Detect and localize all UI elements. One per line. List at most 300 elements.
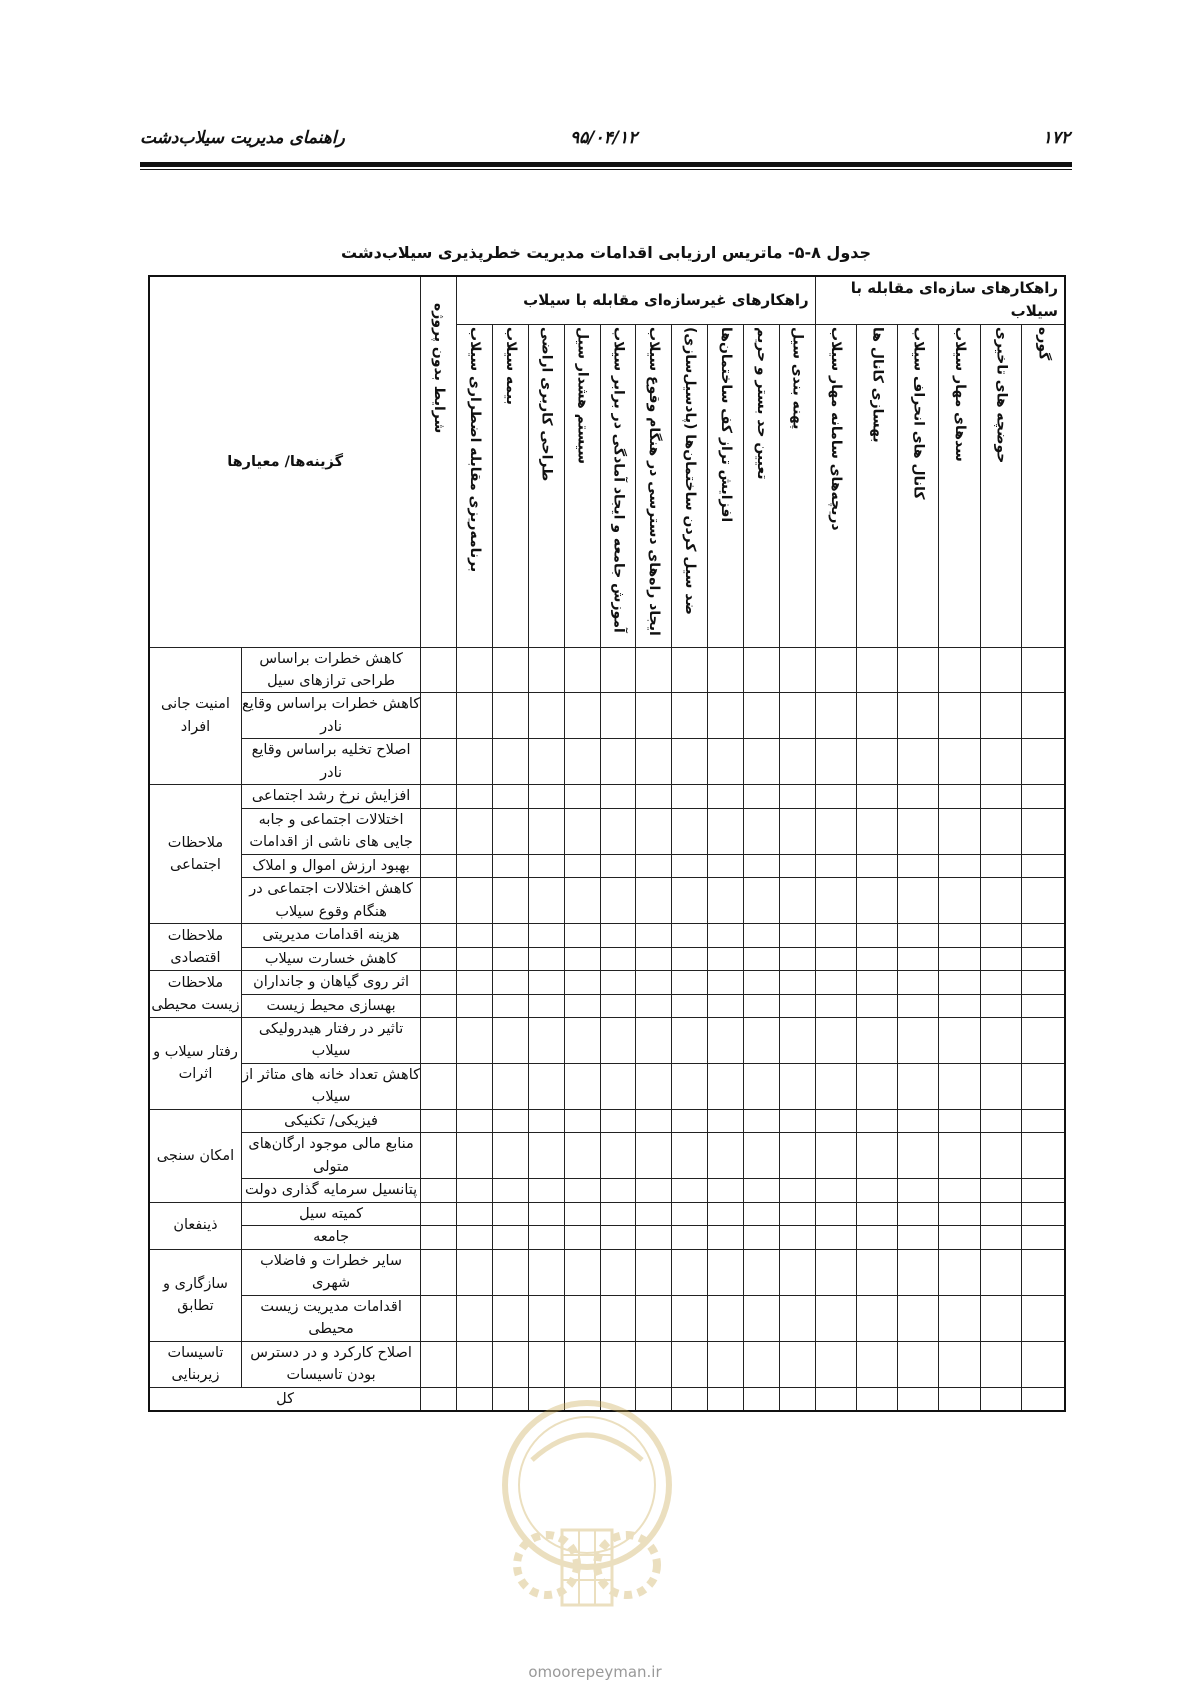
sub-criterion: کاهش خطرات براساس وقایع نادر <box>241 693 420 739</box>
score-cell <box>636 971 672 994</box>
sub-criterion: افزایش نرخ رشد اجتماعی <box>241 785 420 808</box>
non-structural-column-label: ضد سیل کردن ساختمان‌ها (پادسیل‌سازی) <box>682 326 699 615</box>
score-cell <box>421 924 457 947</box>
score-cell <box>856 947 897 970</box>
non-structural-column-label: پهنه بندی سیل <box>789 326 806 430</box>
score-cell <box>980 1249 1021 1295</box>
score-cell <box>636 1018 672 1064</box>
score-cell <box>1022 1063 1065 1109</box>
score-cell <box>939 1109 980 1132</box>
score-cell <box>779 1133 815 1179</box>
score-cell <box>672 854 708 877</box>
publisher-logo-watermark <box>472 1390 702 1640</box>
score-cell <box>421 947 457 970</box>
score-cell <box>457 971 493 994</box>
structural-column-header <box>980 324 1021 647</box>
criteria-row <box>149 785 1065 808</box>
non-structural-column-label: تعیین حد بستر و حریم <box>753 326 770 480</box>
score-cell <box>457 1179 493 1202</box>
total-cell <box>708 1387 744 1411</box>
score-cell <box>898 1179 939 1202</box>
total-cell <box>815 1387 856 1411</box>
score-cell <box>528 1226 564 1249</box>
score-cell <box>898 1133 939 1179</box>
score-cell <box>980 1226 1021 1249</box>
sub-criterion: فیزیکی/ تکنیکی <box>241 1109 420 1132</box>
score-cell <box>815 808 856 854</box>
structural-column-header <box>898 324 939 647</box>
score-cell <box>528 994 564 1017</box>
structural-column-label: دریچه‌های سامانه مهار سیلاب <box>828 326 845 531</box>
score-cell <box>636 1133 672 1179</box>
score-cell <box>779 971 815 994</box>
score-cell <box>743 739 779 785</box>
score-cell <box>1022 808 1065 854</box>
score-cell <box>743 1018 779 1064</box>
score-cell <box>779 1109 815 1132</box>
group-header-row <box>149 276 1065 324</box>
score-cell <box>708 1133 744 1179</box>
score-cell <box>708 1179 744 1202</box>
score-cell <box>856 1202 897 1225</box>
page-header <box>140 128 1070 160</box>
score-cell <box>815 1018 856 1064</box>
score-cell <box>743 1133 779 1179</box>
score-cell <box>939 785 980 808</box>
score-cell <box>457 1249 493 1295</box>
structural-column-label: گوره <box>1035 326 1052 361</box>
score-cell <box>493 947 529 970</box>
header-rule-thick <box>140 162 1072 167</box>
score-cell <box>939 808 980 854</box>
score-cell <box>421 994 457 1017</box>
score-cell <box>779 1295 815 1341</box>
score-cell <box>493 739 529 785</box>
score-cell <box>421 1133 457 1179</box>
score-cell <box>672 1179 708 1202</box>
score-cell <box>457 647 493 693</box>
score-cell <box>743 1063 779 1109</box>
non-structural-column-header <box>457 324 493 647</box>
score-cell <box>421 1063 457 1109</box>
sub-criterion: اقدامات مدیریت زیست محیطی <box>241 1295 420 1341</box>
score-cell <box>564 994 600 1017</box>
score-cell <box>636 1063 672 1109</box>
score-cell <box>493 1063 529 1109</box>
score-cell <box>708 1018 744 1064</box>
score-cell <box>672 1341 708 1387</box>
score-cell <box>708 1202 744 1225</box>
criterion-category: ملاحظات اجتماعی <box>149 785 241 924</box>
score-cell <box>779 785 815 808</box>
score-cell <box>743 1249 779 1295</box>
score-cell <box>528 693 564 739</box>
score-cell <box>743 1341 779 1387</box>
score-cell <box>457 947 493 970</box>
score-cell <box>457 693 493 739</box>
score-cell <box>856 739 897 785</box>
score-cell <box>898 808 939 854</box>
score-cell <box>898 1018 939 1064</box>
score-cell <box>708 1249 744 1295</box>
score-cell <box>636 854 672 877</box>
score-cell <box>779 1341 815 1387</box>
score-cell <box>1022 1109 1065 1132</box>
score-cell <box>672 1295 708 1341</box>
score-cell <box>564 1018 600 1064</box>
score-cell <box>636 994 672 1017</box>
sub-criterion: اختلالات اجتماعی و جابه جایی های ناشی از اقدامات <box>241 808 420 854</box>
score-cell <box>708 1295 744 1341</box>
score-cell <box>528 647 564 693</box>
score-cell <box>815 1202 856 1225</box>
score-cell <box>672 739 708 785</box>
score-cell <box>856 1295 897 1341</box>
score-cell <box>421 1179 457 1202</box>
score-cell <box>528 785 564 808</box>
score-cell <box>939 1133 980 1179</box>
score-cell <box>743 947 779 970</box>
structural-column-label: حوضچه های تاخیری <box>993 326 1010 464</box>
score-cell <box>564 1226 600 1249</box>
score-cell <box>493 1179 529 1202</box>
score-cell <box>1022 1018 1065 1064</box>
criteria-row <box>149 994 1065 1017</box>
score-cell <box>939 1179 980 1202</box>
score-cell <box>564 1179 600 1202</box>
sub-criterion: اثر روی گیاهان و جانداران <box>241 971 420 994</box>
score-cell <box>493 1018 529 1064</box>
score-cell <box>980 785 1021 808</box>
score-cell <box>779 994 815 1017</box>
score-cell <box>743 994 779 1017</box>
criteria-row <box>149 1133 1065 1179</box>
criteria-row <box>149 1249 1065 1295</box>
score-cell <box>421 1109 457 1132</box>
score-cell <box>564 693 600 739</box>
criteria-row <box>149 1295 1065 1341</box>
non-structural-column-label: سیستم هشدار سیل <box>574 326 591 464</box>
score-cell <box>815 785 856 808</box>
score-cell <box>980 1295 1021 1341</box>
score-cell <box>636 1202 672 1225</box>
score-cell <box>856 971 897 994</box>
score-cell <box>980 924 1021 947</box>
score-cell <box>600 1295 636 1341</box>
score-cell <box>939 924 980 947</box>
criteria-row <box>149 947 1065 970</box>
score-cell <box>457 739 493 785</box>
score-cell <box>708 808 744 854</box>
score-cell <box>493 1202 529 1225</box>
score-cell <box>898 1063 939 1109</box>
criterion-category: ملاحظات زیست محیطی <box>149 971 241 1018</box>
score-cell <box>528 739 564 785</box>
score-cell <box>779 739 815 785</box>
criteria-row <box>149 739 1065 785</box>
sub-criterion: سایر خطرات و فاضلاب شهری <box>241 1249 420 1295</box>
total-cell <box>743 1387 779 1411</box>
score-cell <box>708 1109 744 1132</box>
criteria-row <box>149 971 1065 994</box>
score-cell <box>493 971 529 994</box>
score-cell <box>600 1018 636 1064</box>
score-cell <box>457 1202 493 1225</box>
header-rule-thin <box>140 169 1072 170</box>
score-cell <box>528 971 564 994</box>
score-cell <box>980 1341 1021 1387</box>
score-cell <box>980 947 1021 970</box>
criterion-category: ذینفعان <box>149 1202 241 1249</box>
score-cell <box>421 693 457 739</box>
non-structural-column-header <box>528 324 564 647</box>
score-cell <box>743 924 779 947</box>
score-cell <box>457 924 493 947</box>
score-cell <box>421 854 457 877</box>
score-cell <box>939 878 980 924</box>
criteria-row <box>149 878 1065 924</box>
score-cell <box>980 739 1021 785</box>
criteria-row <box>149 647 1065 693</box>
score-cell <box>421 1249 457 1295</box>
score-cell <box>779 693 815 739</box>
score-cell <box>898 947 939 970</box>
score-cell <box>564 1063 600 1109</box>
score-cell <box>856 1341 897 1387</box>
total-cell <box>779 1387 815 1411</box>
sub-criterion: کاهش خسارت سیلاب <box>241 947 420 970</box>
score-cell <box>421 647 457 693</box>
score-cell <box>493 785 529 808</box>
non-structural-column-header <box>779 324 815 647</box>
score-cell <box>457 878 493 924</box>
score-cell <box>856 785 897 808</box>
score-cell <box>600 1063 636 1109</box>
score-cell <box>856 1179 897 1202</box>
score-cell <box>564 647 600 693</box>
score-cell <box>815 1295 856 1341</box>
sub-criterion: کاهش تعداد خانه های متاثر از سیلاب <box>241 1063 420 1109</box>
non-structural-column-label: برنامه‌ریزی مقابله اضطراری سیلاب <box>466 326 483 572</box>
structural-column-label: سدهای مهار سیلاب <box>952 326 969 462</box>
score-cell <box>939 739 980 785</box>
score-cell <box>600 785 636 808</box>
score-cell <box>708 1341 744 1387</box>
score-cell <box>898 878 939 924</box>
score-cell <box>743 1179 779 1202</box>
score-cell <box>528 1109 564 1132</box>
score-cell <box>672 1202 708 1225</box>
score-cell <box>672 647 708 693</box>
score-cell <box>421 1341 457 1387</box>
score-cell <box>672 1226 708 1249</box>
total-cell <box>1022 1387 1065 1411</box>
score-cell <box>939 947 980 970</box>
sub-criterion: کمیته سیل <box>241 1202 420 1225</box>
score-cell <box>743 854 779 877</box>
score-cell <box>493 878 529 924</box>
sub-criterion: جامعه <box>241 1226 420 1249</box>
score-cell <box>493 1341 529 1387</box>
score-cell <box>856 1226 897 1249</box>
score-cell <box>743 785 779 808</box>
score-cell <box>779 1063 815 1109</box>
score-cell <box>672 878 708 924</box>
score-cell <box>779 1249 815 1295</box>
score-cell <box>1022 947 1065 970</box>
score-cell <box>856 1018 897 1064</box>
score-cell <box>493 1109 529 1132</box>
score-cell <box>815 947 856 970</box>
score-cell <box>564 947 600 970</box>
score-cell <box>1022 1341 1065 1387</box>
score-cell <box>856 994 897 1017</box>
sub-criterion: بهسازی محیط زیست <box>241 994 420 1017</box>
score-cell <box>528 1018 564 1064</box>
criteria-row <box>149 1063 1065 1109</box>
sub-criterion: کاهش خطرات براساس طراحی ترازهای سیل <box>241 647 420 693</box>
score-cell <box>457 1226 493 1249</box>
score-cell <box>939 1226 980 1249</box>
score-cell <box>493 1133 529 1179</box>
criterion-category: تاسیسات زیربنایی <box>149 1341 241 1387</box>
score-cell <box>636 1226 672 1249</box>
score-cell <box>528 1063 564 1109</box>
score-cell <box>743 971 779 994</box>
score-cell <box>528 947 564 970</box>
criteria-row <box>149 854 1065 877</box>
score-cell <box>457 1133 493 1179</box>
score-cell <box>815 739 856 785</box>
score-cell <box>672 1133 708 1179</box>
score-cell <box>898 693 939 739</box>
score-cell <box>636 739 672 785</box>
score-cell <box>493 1249 529 1295</box>
score-cell <box>528 1179 564 1202</box>
score-cell <box>564 1341 600 1387</box>
score-cell <box>636 924 672 947</box>
score-cell <box>528 1341 564 1387</box>
score-cell <box>636 1249 672 1295</box>
baseline-column-label: شرایط بدون پروژه <box>431 303 448 434</box>
score-cell <box>743 693 779 739</box>
score-cell <box>1022 1295 1065 1341</box>
score-cell <box>980 854 1021 877</box>
score-cell <box>1022 785 1065 808</box>
sub-criterion: اصلاح کارکرد و در دسترس بودن تاسیسات <box>241 1341 420 1387</box>
sub-criterion: بهبود ارزش اموال و املاک <box>241 854 420 877</box>
score-cell <box>600 1202 636 1225</box>
score-cell <box>980 1179 1021 1202</box>
score-cell <box>672 994 708 1017</box>
sub-criterion: هزینه اقدامات مدیریتی <box>241 924 420 947</box>
score-cell <box>672 1018 708 1064</box>
score-cell <box>493 924 529 947</box>
score-cell <box>743 1109 779 1132</box>
score-cell <box>672 971 708 994</box>
score-cell <box>779 924 815 947</box>
total-cell <box>898 1387 939 1411</box>
score-cell <box>421 1295 457 1341</box>
page-number: ۱۷۲ <box>1042 128 1070 148</box>
score-cell <box>1022 1226 1065 1249</box>
score-cell <box>939 854 980 877</box>
score-cell <box>457 808 493 854</box>
score-cell <box>600 878 636 924</box>
score-cell <box>980 994 1021 1017</box>
score-cell <box>600 693 636 739</box>
total-cell <box>980 1387 1021 1411</box>
score-cell <box>636 1341 672 1387</box>
total-cell <box>856 1387 897 1411</box>
score-cell <box>600 994 636 1017</box>
table-caption: جدول ۸-۵- ماتریس ارزیابی اقدامات مدیریت خطرپذیری سیلاب‌دشت <box>340 243 872 262</box>
score-cell <box>636 1295 672 1341</box>
score-cell <box>1022 924 1065 947</box>
non-structural-column-header <box>600 324 636 647</box>
score-cell <box>528 1133 564 1179</box>
score-cell <box>600 739 636 785</box>
score-cell <box>564 785 600 808</box>
score-cell <box>1022 647 1065 693</box>
score-cell <box>421 1202 457 1225</box>
score-cell <box>779 1018 815 1064</box>
score-cell <box>708 994 744 1017</box>
score-cell <box>1022 854 1065 877</box>
score-cell <box>636 647 672 693</box>
score-cell <box>898 785 939 808</box>
score-cell <box>980 878 1021 924</box>
score-cell <box>815 994 856 1017</box>
score-cell <box>779 947 815 970</box>
score-cell <box>457 785 493 808</box>
score-cell <box>600 854 636 877</box>
total-label: کل <box>149 1387 421 1411</box>
score-cell <box>856 1249 897 1295</box>
score-cell <box>856 1063 897 1109</box>
score-cell <box>898 1109 939 1132</box>
score-cell <box>980 1018 1021 1064</box>
score-cell <box>421 739 457 785</box>
score-cell <box>708 647 744 693</box>
score-cell <box>980 647 1021 693</box>
score-cell <box>898 1295 939 1341</box>
score-cell <box>564 854 600 877</box>
structural-column-header <box>856 324 897 647</box>
score-cell <box>564 1133 600 1179</box>
score-cell <box>980 1133 1021 1179</box>
score-cell <box>779 647 815 693</box>
score-cell <box>564 924 600 947</box>
score-cell <box>898 854 939 877</box>
score-cell <box>421 878 457 924</box>
score-cell <box>600 1133 636 1179</box>
score-cell <box>856 808 897 854</box>
score-cell <box>457 994 493 1017</box>
score-cell <box>528 1295 564 1341</box>
score-cell <box>493 1295 529 1341</box>
non-structural-column-header <box>672 324 708 647</box>
score-cell <box>600 1341 636 1387</box>
score-cell <box>856 1109 897 1132</box>
score-cell <box>564 1109 600 1132</box>
score-cell <box>815 693 856 739</box>
criterion-category: ملاحظات اقتصادی <box>149 924 241 971</box>
score-cell <box>672 1249 708 1295</box>
score-cell <box>564 1295 600 1341</box>
score-cell <box>815 1341 856 1387</box>
score-cell <box>815 971 856 994</box>
